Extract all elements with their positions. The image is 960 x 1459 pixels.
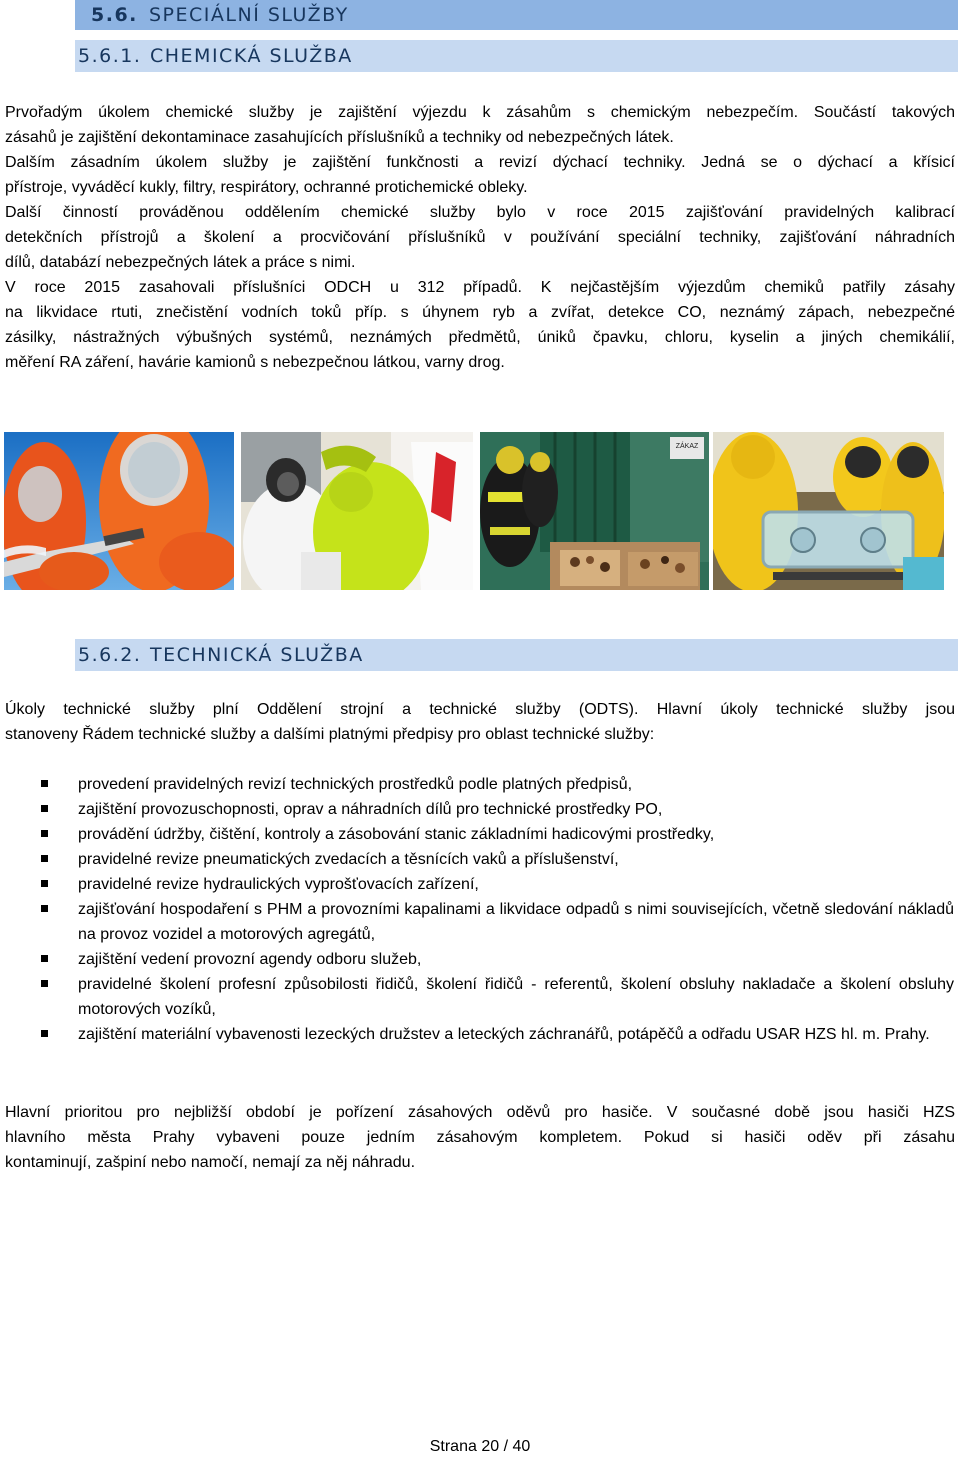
list-item-text: provádění údržby, čištění, kontroly a zásobování stanic základními hadicovými prostředky, xyxy=(78,826,715,843)
subsection-title: TECHNICKÁ SLUŽBA xyxy=(150,644,364,666)
text-line: Další činností prováděnou oddělením chemické služby bylo v roce 2015 zajišťování pravidelných kalibrací xyxy=(5,204,955,221)
subsection-number: 5.6.2. xyxy=(78,644,142,666)
list-item-text: pravidelné revize hydraulických vyprošťovacích zařízení, xyxy=(78,876,479,893)
square-bullet-icon xyxy=(41,1030,48,1037)
text-line: dílů, databází nebezpečných látek a práce s nimi. xyxy=(5,254,356,271)
square-bullet-icon xyxy=(41,830,48,837)
list-item-text: provedení pravidelných revizí technických prostředků podle platných předpisů, xyxy=(78,776,633,793)
list-item xyxy=(0,1022,958,1047)
photo-hazmat-orange-suits xyxy=(4,432,234,590)
text-line: přístroje, vyváděcí kukly, filtry, respirátory, ochranné protichemické obleky. xyxy=(5,179,528,196)
text-line: zásilky, nástražných výbušných systémů, neznámých předmětů, úniků čpavku, chloru, kyselin a jiných chemikálií, xyxy=(5,329,955,346)
list-item-text: pravidelné školení profesní způsobilosti řidičů, školení řidičů - referentů, školení obsluhy nakladače a školení obsluhy motorových vozíků, xyxy=(78,976,954,1018)
list-item xyxy=(0,947,958,972)
subsection-heading-5-6-1 xyxy=(75,40,958,72)
subsection-number: 5.6.1. xyxy=(78,45,142,67)
list-item xyxy=(0,972,958,1022)
list-item-text: zajištění materiální vybavenosti lezeckých družstev a leteckých záchranářů, potápěčů a odřadu USAR HZS hl. m. Prahy. xyxy=(78,1026,930,1043)
list-item-text: zajištění provozuschopnosti, oprav a náhradních dílů pro technické prostředky PO, xyxy=(78,801,663,818)
text-line: Úkoly technické služby plní Oddělení strojní a technické služby (ODTS). Hlavní úkoly technické služby jsou xyxy=(5,701,955,718)
list-item-text: pravidelné revize pneumatických zvedacích a těsnících vaků a příslušenství, xyxy=(78,851,619,868)
square-bullet-icon xyxy=(41,980,48,987)
photo-decontamination-suits xyxy=(241,432,473,590)
square-bullet-icon xyxy=(41,805,48,812)
text-line: V roce 2015 zasahovali příslušníci ODCH u 312 případů. K nejčastějším výjezdům chemiků patřily zásahy xyxy=(5,279,955,296)
section-number: 5.6. xyxy=(91,4,138,26)
list-item xyxy=(0,772,958,797)
square-bullet-icon xyxy=(41,880,48,887)
page-number: Strana 20 / 40 xyxy=(429,1438,531,1455)
section-heading-5-6 xyxy=(75,0,958,30)
text-line: měření RA záření, havárie kamionů s nebezpečnou látkou, varny drog. xyxy=(5,354,505,371)
list-item xyxy=(0,822,958,847)
sign-text: ZÁKAZ xyxy=(675,443,699,450)
list-item-text: zajištění vedení provozní agendy odboru služeb, xyxy=(78,951,422,968)
section-title: SPECIÁLNÍ SLUŽBY xyxy=(149,4,349,26)
list-item xyxy=(0,847,958,872)
text-line: na likvidace rtuti, znečistění vodních toků příp. s úhynem ryb a zvířat, detekce CO, neznámý zápach, nebezpečné xyxy=(5,304,955,321)
text-line: hlavního města Prahy vybaveni pouze jedním zásahovým kompletem. Pokud si hasiči oděv při zásahu xyxy=(5,1129,955,1146)
text-line: detekčních přístrojů a školení a procvičování příslušníků v používání speciální techniky, zajišťování náhradních xyxy=(5,229,955,246)
list-item xyxy=(0,797,958,822)
photo-chemical-containers xyxy=(480,432,709,590)
square-bullet-icon xyxy=(41,955,48,962)
subsection-title: CHEMICKÁ SLUŽBA xyxy=(150,45,353,67)
square-bullet-icon xyxy=(41,780,48,787)
square-bullet-icon xyxy=(41,905,48,912)
text-line: Prvořadým úkolem chemické služby je zajištění výjezdu k zásahům s chemickým nebezpečím. Součástí takových xyxy=(5,104,955,121)
text-line: Hlavní prioritou pro nejbližší období je pořízení zásahových oděvů pro hasiče. V současné době jsou hasiči HZS xyxy=(5,1104,955,1121)
technical-tasks-list xyxy=(0,772,958,1047)
technical-service-intro xyxy=(5,697,955,747)
list-item-text: zajišťování hospodaření s PHM a provozními kapalinami a likvidace odpadů s nimi souvisejících, včetně sledování nákladů na provoz vozidel a motorových agregátů, xyxy=(78,901,954,943)
chemical-service-text xyxy=(5,100,955,375)
technical-service-priority xyxy=(5,1100,955,1175)
photo-strip xyxy=(4,432,944,592)
square-bullet-icon xyxy=(41,855,48,862)
text-line: zásahů je zajištění dekontaminace zasahujících příslušníků a techniky od nebezpečných látek. xyxy=(5,129,674,146)
text-line: kontaminují, zašpiní nebo namočí, nemají za něj náhradu. xyxy=(5,1154,416,1171)
text-line: Dalším zásadním úkolem služby je zajištění funkčnosti a revizí dýchací techniky. Jedná se o dýchací a křísicí xyxy=(5,154,955,171)
subsection-heading-5-6-2 xyxy=(75,639,958,671)
list-item xyxy=(0,897,958,947)
photo-glovebox-yellow-suits xyxy=(713,432,944,590)
text-line: stanoveny Řádem technické služby a dalšími platnými předpisy pro oblast technické služby: xyxy=(5,726,655,743)
list-item xyxy=(0,872,958,897)
